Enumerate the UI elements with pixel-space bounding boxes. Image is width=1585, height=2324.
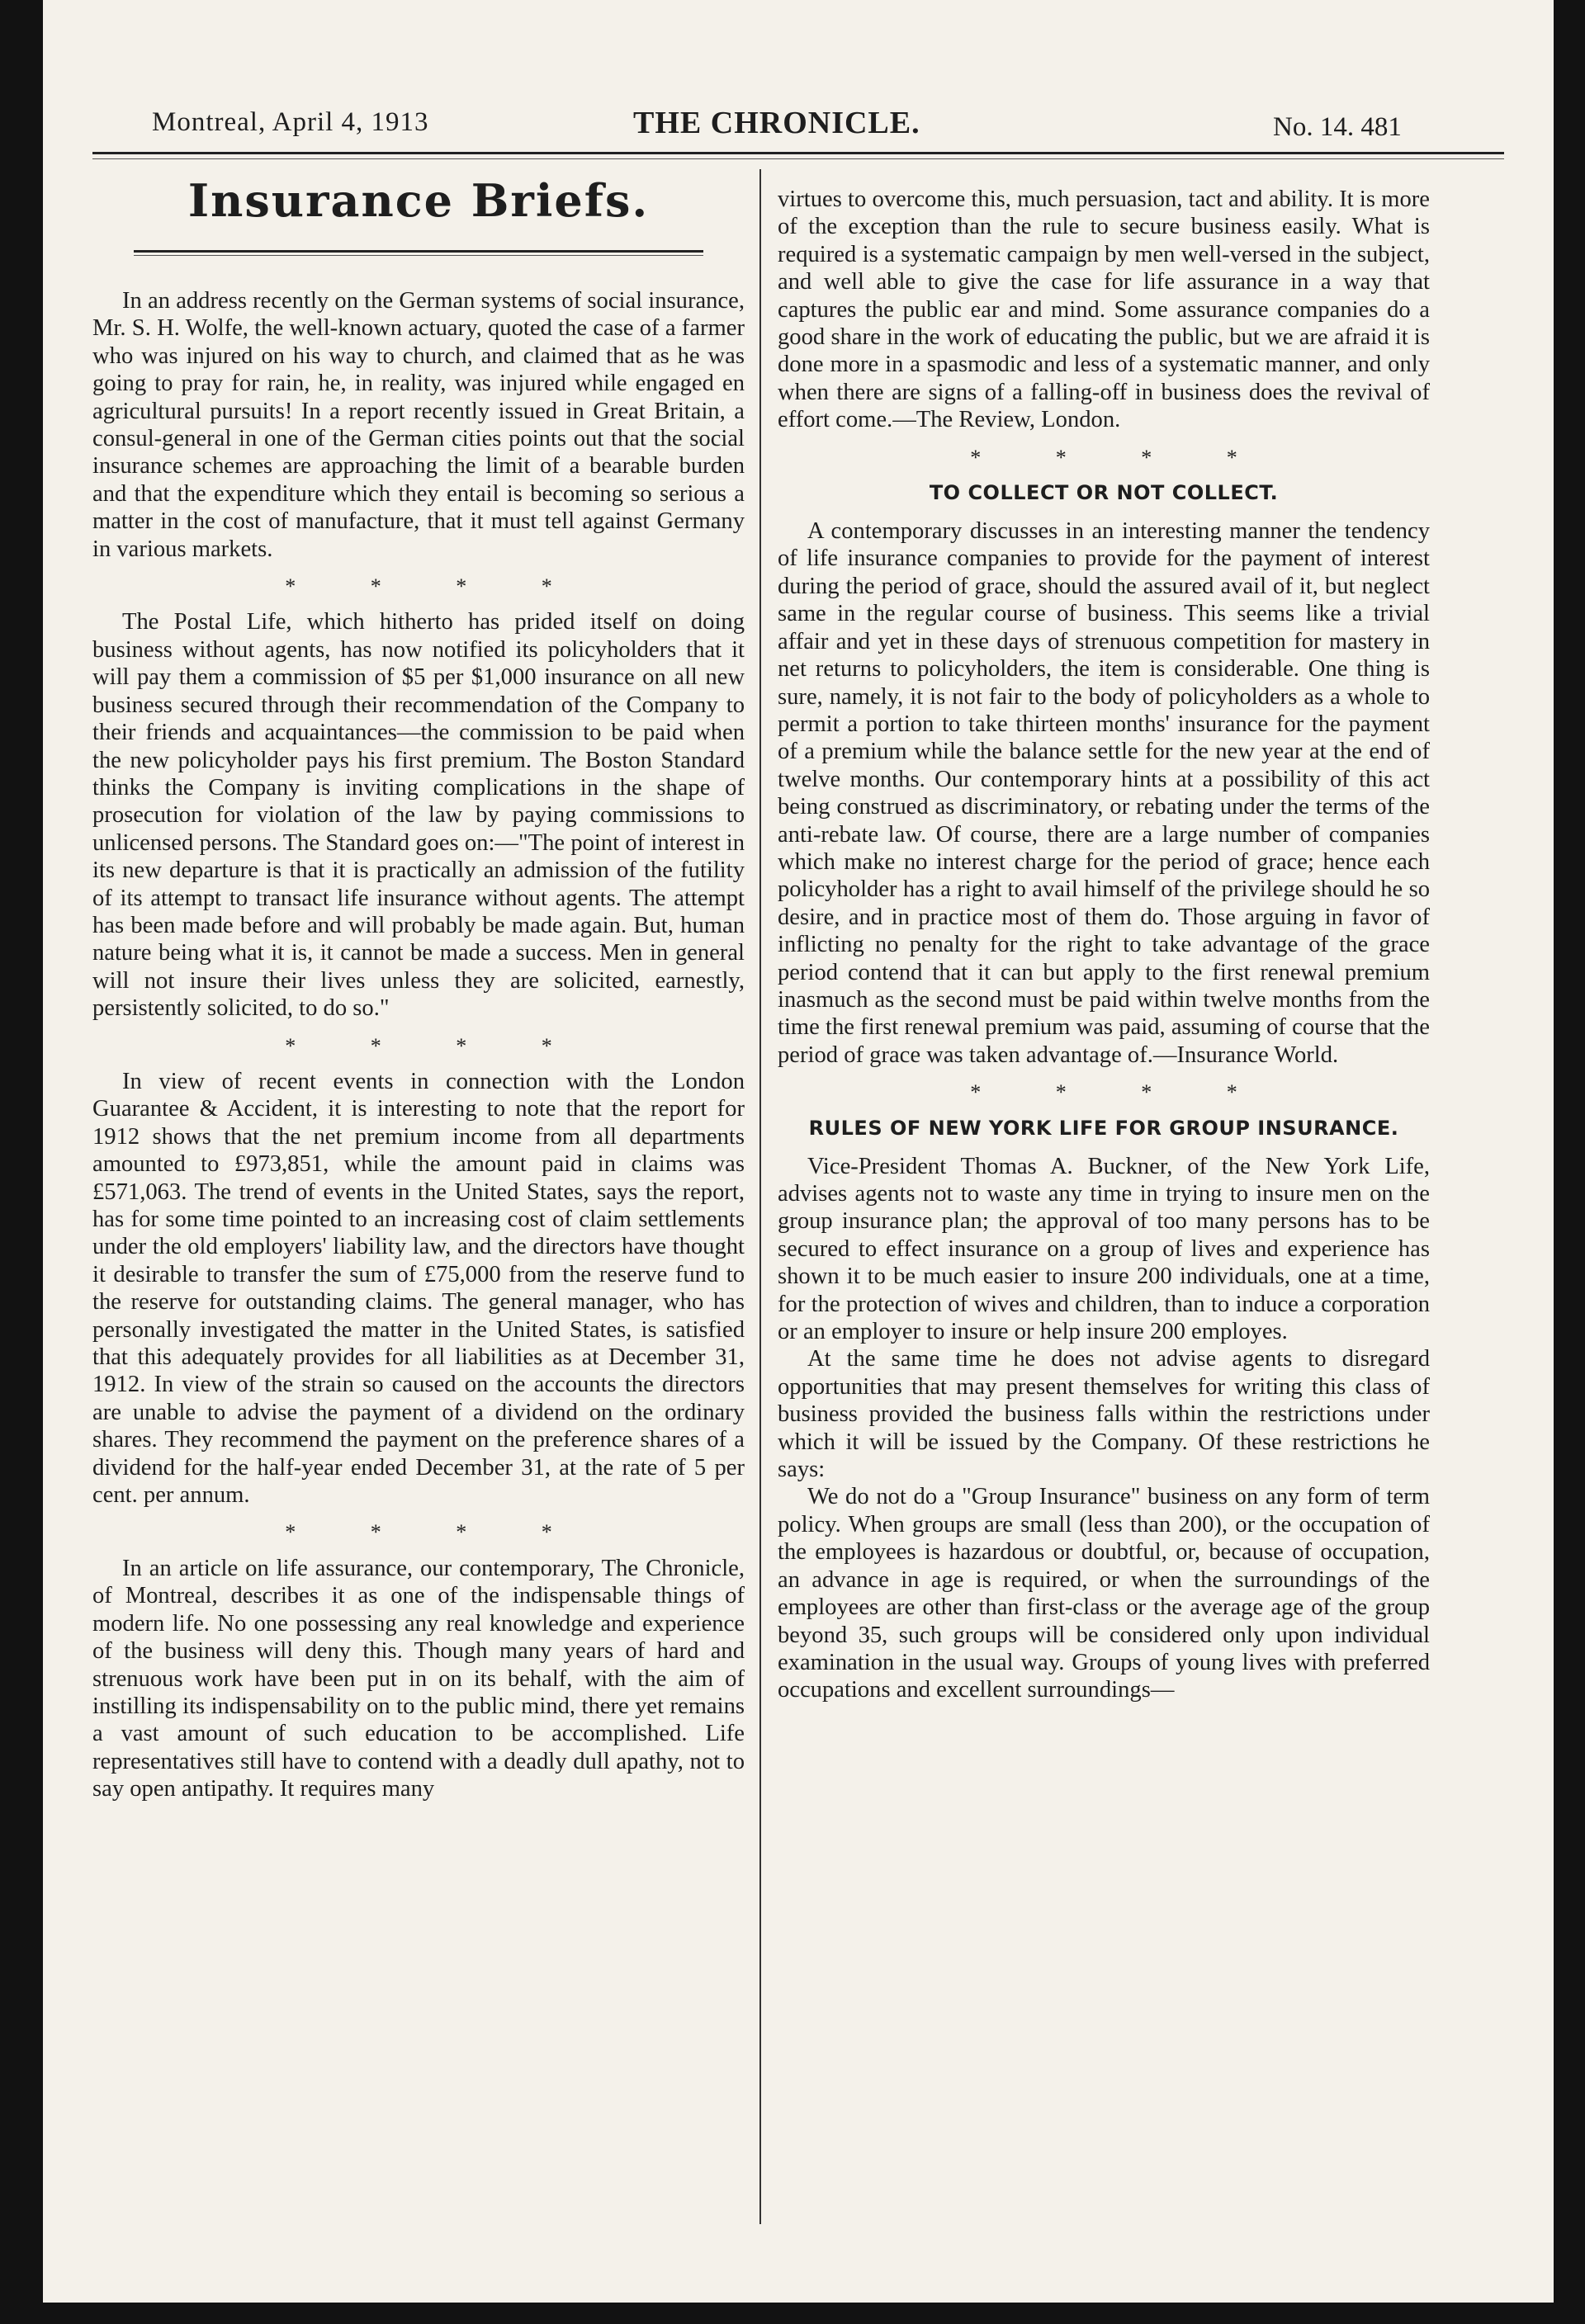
section-separator: * * * * [285, 1033, 587, 1058]
header-dateline: Montreal, April 4, 1913 [152, 107, 429, 137]
section-heading-insurance-briefs: Insurance Briefs. [187, 174, 650, 227]
column-divider [759, 169, 761, 2224]
article-paragraph: In view of recent events in connection with the London Guarantee & Accident, it is interesting to note that the report for 1912 shows that the net premium income from all departments amounted to £973,851, while the amount paid in claims was £571,063. The trend of events in the United States, says the report, has for some time pointed to an increasing cost of claim settlements under the old employers' liability law, and the directors have thought it desirable to transfer the sum of £75,000 from the reserve fund to the reserve for outstanding claims. The general manager, who has personally investigated the matter in the United States, is satisfied that this adequately provides for all liabilities as at December 31, 1912. In view of the strain so caused on the accounts the directors are unable to advise the payment of a dividend on the ordinary shares. They recommend the payment on the preference shares of a dividend for the half-year ended December 31, at the rate of 5 per cent. per annum. [92, 1068, 745, 1509]
article-paragraph: The Postal Life, which hitherto has prided itself on doing business without agents, has now notified its policyholders that it will pay them a commission of $5 per $1,000 insurance on all new business secured through their recommendation of the Company to their friends and acquaintances—the commission to be paid when the new policyholder pays his first premium. The Boston Standard thinks the Company is inviting complications in the shape of prosecution for violation of the law by paying commissions to unlicensed persons. The Standard goes on:—"The point of interest in its new departure is that it is practically an admission of the futility of its attempt to transact life insurance without agents. The attempt has been made before and will probably be made again. But, human nature being what it is, it cannot be made a success. Men in general will not insure their lives unless they are solicited, earnestly, persistently solicited, to do so." [92, 609, 745, 1022]
newspaper-page [43, 0, 1554, 2303]
header-page-number: No. 14. 481 [1273, 112, 1402, 142]
page-header [43, 0, 1554, 149]
section-separator: * * * * [285, 574, 587, 599]
article-paragraph: At the same time he does not advise agents to disregard opportunities that may present themselves for writing this class of business provided the business falls within the restrictions under which it will be issued by the Company. Of these restrictions he says: [778, 1346, 1430, 1483]
article-paragraph: Vice-President Thomas A. Buckner, of the New York Life, advises agents not to waste any time in trying to insure men on the group insurance plan; the approval of too many persons has to be secured to effect insurance on a group of lives and experience has shown it to be much easier to insure 200 individuals, one at a time, for the protection of wives and children, than to induce a corporation or an employer to insure or help insure 200 employes. [778, 1153, 1430, 1345]
article-paragraph: In an address recently on the German systems of social insurance, Mr. S. H. Wolfe, the well-known actuary, quoted the case of a farmer who was injured on his way to church, and claimed that as he was going to pray for rain, he, in reality, was injured while engaged en agricultural pursuits! In a report recently issued in Great Britain, a consul-general in one of the German cities points out that the social insurance schemes are approaching the limit of a bearable burden and that the expenditure which they entail is becoming so serious a matter in the cost of manufacture, that it must tell against Germany in various markets. [92, 288, 745, 562]
header-rule [92, 152, 1504, 154]
article-paragraph: In an article on life assurance, our contemporary, The Chronicle, of Montreal, describes it as one of the indispensable things of modern life. No one possessing any real knowledge and experience of the business will deny this. Though many years of hard and strenuous work have been put in on its behalf, with the aim of instilling its indispensability on to the public mind, there yet remains a vast amount of such education to be accomplished. Life representatives still have to contend with a deadly dull apathy, not to say open antipathy. It requires many [92, 1555, 745, 1802]
section-separator: * * * * [970, 445, 1272, 470]
article-paragraph: We do not do a "Group Insurance" business on any form of term policy. When groups are small (less than 200), or the occupation of the employees is hazardous or doubtful, or, because of occupation, an advance in age is required, or when the surroundings of the employees are other than first-class or the average age of the group beyond 35, such groups will be considered only upon individual examination in the usual way. Groups of young lives with preferred occupations and excellent surroundings— [778, 1484, 1430, 1703]
left-column [92, 169, 745, 1803]
article-paragraph: A contemporary discusses in an interesting manner the tendency of life insurance companies to provide for the payment of interest during the period of grace, should the assured avail of it, but neglect same in the regular course of business. This seems like a trivial affair and yet in these days of strenuous competition for mastery in net returns to policyholders, the item is considerable. One thing is sure, namely, it is not fair to the body of policyholders as a whole to permit a portion to take thirteen months' insurance for the payment of a premium while the balance settle for the new year at the end of twelve months. Our contemporary hints at a possibility of this act being construed as discriminatory, or rebating under the terms of the anti-rebate law. Of course, there are a large number of companies which make no interest charge for the period of grace; hence each policyholder has a right to avail himself of the privilege should he so desire, and in practice most of them do. Those arguing in favor of inflicting no penalty for the right to take advantage of the grace period contend that it can but apply to the first renewal premium inasmuch as the second must be paid within twelve months from the time the first renewal premium was paid, assuming of course that the period of grace was taken advantage of.—Insurance World. [778, 518, 1430, 1068]
section-title-group-insurance: RULES OF NEW YORK LIFE FOR GROUP INSURANCE. [808, 1116, 1399, 1140]
section-separator: * * * * [970, 1080, 1272, 1105]
section-title-collect: TO COLLECT OR NOT COLLECT. [929, 481, 1279, 505]
header-masthead: THE CHRONICLE. [633, 106, 920, 140]
article-paragraph-continued: virtues to overcome this, much persuasion, tact and ability. It is more of the exception than the rule to secure business easily. What is required is a systematic campaign by men well-versed in the subject, and well able to give the case for life assurance in a way that captures the public ear and mind. Some assurance companies do a good share in the work of educating the public, but we are afraid it is done more in a spasmodic and less of a systematic manner, and only when there are signs of a falling-off in business does the revival of effort come.—The Review, London. [778, 187, 1430, 433]
section-separator: * * * * [285, 1520, 587, 1545]
right-column [778, 186, 1430, 1704]
header-rule-thin [92, 158, 1504, 159]
heading-rule [134, 250, 703, 256]
